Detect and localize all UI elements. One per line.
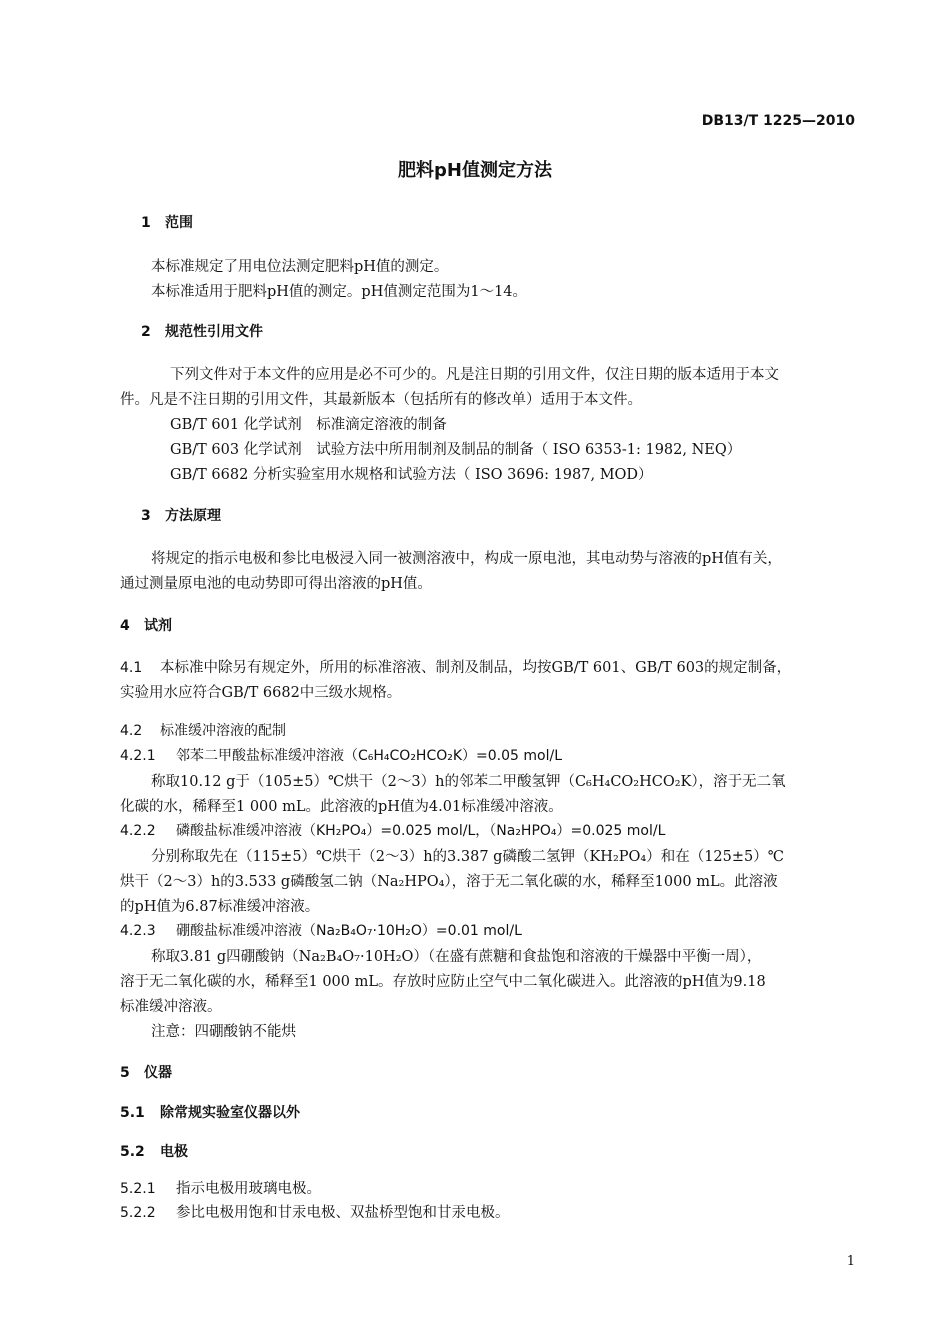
section-title: 范围 [165,215,193,231]
section-5-heading [120,1062,172,1082]
clause-number: 4.2.2 [120,823,156,839]
section-number: 5 [120,1065,130,1081]
section-number: 1 [141,215,151,231]
clause-5-2-1 [120,1177,321,1198]
section-2-paragraph-line-2: 件。凡是不注日期的引用文件，其最新版本（包括所有的修改单）适用于本文件。 [120,392,642,408]
reference-item: GB/T 601 化学试剂 标准滴定溶液的制备 [170,417,447,433]
clause-title: 除常规实验室仪器以外 [160,1105,300,1121]
clause-number: 5.2.1 [120,1181,156,1197]
clause-4-2-2-heading [120,820,665,840]
clause-title: 电极 [160,1144,188,1160]
section-title: 仪器 [144,1065,172,1081]
clause-4-1-line-2: 实验用水应符合GB/T 6682中三级水规格。 [120,685,402,701]
clause-4-2-2-line-3: 的pH值为6.87标准缓冲溶液。 [120,899,320,915]
clause-5-2-2 [120,1201,510,1222]
clause-4-1-line-1 [120,656,791,677]
section-3-paragraph-line-2: 通过测量原电池的电动势即可得出溶液的pH值。 [120,576,432,592]
note: 注意：四硼酸钠不能烘 [151,1024,296,1040]
clause-4-2-1-line-1: 称取10.12 g于（105±5）℃烘干（2～3）h的邻苯二甲酸氢钾（C₆H₄CO₂HCO₂K），溶于无二氧 [151,774,786,790]
section-number: 2 [141,324,151,340]
page-number: 1 [846,1254,855,1269]
section-2-heading [141,321,263,341]
clause-title: 磷酸盐标准缓冲溶液（KH₂PO₄）=0.025 mol/L，（Na₂HPO₄）=0.025 mol/L [176,823,666,839]
section-4-heading [120,615,172,635]
clause-number: 5.2.2 [120,1205,156,1221]
clause-5-1-heading [120,1102,300,1122]
clause-text: 指示电极用玻璃电极。 [176,1181,321,1197]
clause-4-2-3-line-2: 溶于无二氧化碳的水，稀释至1 000 mL。存放时应防止空气中二氧化碳进入。此溶液的pH值为9.18 [120,974,766,990]
clause-4-2-1-line-2: 化碳的水，稀释至1 000 mL。此溶液的pH值为4.01标准缓冲溶液。 [120,799,563,815]
section-number: 3 [141,508,151,524]
clause-title: 硼酸盐标准缓冲溶液（Na₂B₄O₇·10H₂O）=0.01 mol/L [176,923,522,939]
clause-number: 5.2 [120,1144,145,1160]
section-1-paragraph-2: 本标准适用于肥料pH值的测定。pH值测定范围为1～14。 [151,284,528,300]
section-title: 规范性引用文件 [165,324,263,340]
section-3-heading [141,505,221,525]
clause-title: 邻苯二甲酸盐标准缓冲溶液（C₆H₄CO₂HCO₂K）=0.05 mol/L [176,748,563,764]
section-3-paragraph-line-1: 将规定的指示电极和参比电极浸入同一被测溶液中，构成一原电池，其电动势与溶液的pH值有关， [151,551,782,567]
document-title: 肥料pH值测定方法 [398,160,552,181]
clause-title: 标准缓冲溶液的配制 [160,723,286,739]
clause-number: 4.2.3 [120,923,156,939]
section-1-paragraph-1: 本标准规定了用电位法测定肥料pH值的测定。 [151,259,449,275]
section-number: 4 [120,618,130,634]
clause-4-2-heading [120,720,286,740]
clause-4-2-3-line-3: 标准缓冲溶液。 [120,999,222,1015]
section-1-heading [141,212,193,232]
reference-item: GB/T 6682 分析实验室用水规格和试验方法（ ISO 3696: 1987, MOD） [170,467,653,483]
clause-4-2-2-line-1: 分别称取先在（115±5）℃烘干（2～3）h的3.387 g磷酸二氢钾（KH₂PO₄）和在（125±5）℃ [151,849,784,865]
clause-text: 本标准中除另有规定外，所用的标准溶液、制剂及制品，均按GB/T 601、GB/T 603的规定制备， [160,660,792,676]
clause-text: 参比电极用饱和甘汞电极、双盐桥型饱和甘汞电极。 [176,1205,510,1221]
standard-number: DB13/T 1225—2010 [701,113,855,129]
reference-item: GB/T 603 化学试剂 试验方法中所用制剂及制品的制备（ ISO 6353-1: 1982, NEQ） [170,442,742,458]
clause-5-2-heading [120,1141,188,1161]
section-2-paragraph-line-1: 下列文件对于本文件的应用是必不可少的。凡是注日期的引用文件，仅注日期的版本适用于本文 [170,367,779,383]
clause-number: 4.2.1 [120,748,156,764]
section-title: 试剂 [144,618,172,634]
clause-number: 4.1 [120,660,143,676]
clause-4-2-3-line-1: 称取3.81 g四硼酸钠（Na₂B₄O₇·10H₂O）（在盛有蔗糖和食盐饱和溶液的干燥器中平衡一周）， [151,949,762,965]
clause-4-2-1-heading [120,745,562,765]
clause-4-2-3-heading [120,920,522,940]
clause-4-2-2-line-2: 烘干（2～3）h的3.533 g磷酸氢二钠（Na₂HPO₄），溶于无二氧化碳的水，稀释至1000 mL。此溶液 [120,874,778,890]
clause-number: 5.1 [120,1105,145,1121]
clause-number: 4.2 [120,723,143,739]
section-title: 方法原理 [165,508,221,524]
